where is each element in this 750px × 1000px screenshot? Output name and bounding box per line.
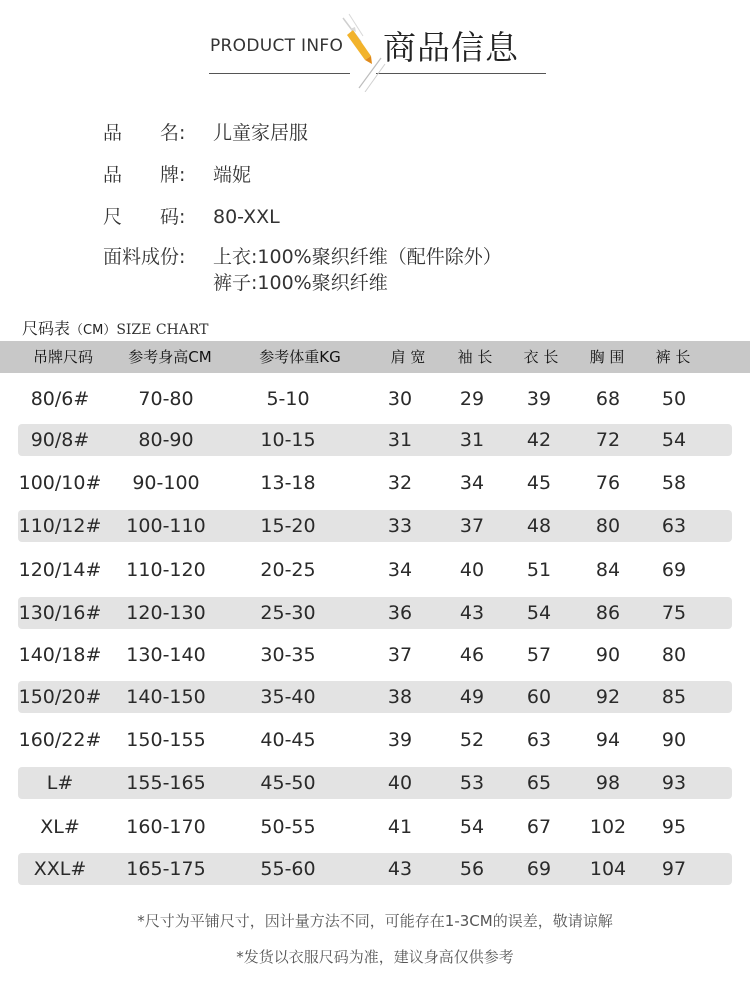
cell-height: 160-170 (126, 816, 206, 838)
cell-pants: 90 (661, 729, 687, 751)
cell-pants: 50 (661, 388, 687, 410)
info-row-brand (103, 160, 251, 187)
cell-tag-size: 150/20# (18, 686, 102, 708)
cell-length: 42 (526, 429, 552, 451)
brand-label: 品 牌: (103, 164, 186, 186)
table-row (18, 853, 732, 885)
cell-length: 39 (526, 388, 552, 410)
header-cell-tag-size: 吊牌尺码 (32, 348, 93, 366)
cell-shoulder: 31 (387, 429, 413, 451)
fabric-pants-value: 裤子:100%聚织纤维 (213, 272, 388, 294)
caption-unit: （CM） (70, 323, 117, 338)
cell-pants: 97 (661, 858, 687, 880)
cell-tag-size: 110/12# (18, 515, 102, 537)
english-title: PRODUCT INFO (210, 36, 344, 56)
cell-sleeve: 54 (459, 816, 485, 838)
cell-length: 54 (526, 602, 552, 624)
cell-weight: 15-20 (260, 515, 316, 537)
cell-sleeve: 40 (459, 559, 485, 581)
cell-sleeve: 43 (459, 602, 485, 624)
cell-weight: 40-45 (260, 729, 316, 751)
cell-length: 45 (526, 472, 552, 494)
cell-shoulder: 41 (387, 816, 413, 838)
cell-shoulder: 37 (387, 644, 413, 666)
cell-tag-size: 90/8# (30, 429, 90, 451)
cell-height: 165-175 (126, 858, 206, 880)
cell-shoulder: 34 (387, 559, 413, 581)
cell-weight: 55-60 (260, 858, 316, 880)
note-measurement: *尺寸为平铺尺寸，因计量方法不同，可能存在1-3CM的误差，敬请谅解 (137, 912, 613, 930)
table-row (18, 724, 732, 756)
cell-height: 70-80 (138, 388, 194, 410)
header-cell-shoulder: 肩 宽 (390, 348, 426, 366)
info-row-fabric (103, 242, 502, 269)
cell-sleeve: 34 (459, 472, 485, 494)
brand-value: 端妮 (213, 164, 252, 186)
cell-weight: 20-25 (260, 559, 316, 581)
cell-shoulder: 32 (387, 472, 413, 494)
size-table-header (0, 341, 750, 373)
cell-tag-size: 120/14# (18, 559, 102, 581)
cell-shoulder: 30 (387, 388, 413, 410)
cell-tag-size: 80/6# (30, 388, 90, 410)
name-value: 儿童家居服 (213, 122, 309, 144)
cell-pants: 95 (661, 816, 687, 838)
cell-tag-size: 160/22# (18, 729, 102, 751)
cell-chest: 98 (595, 772, 621, 794)
cell-height: 140-150 (126, 686, 206, 708)
cell-chest: 80 (595, 515, 621, 537)
cell-sleeve: 53 (459, 772, 485, 794)
cell-length: 48 (526, 515, 552, 537)
table-row (18, 510, 732, 542)
cell-sleeve: 37 (459, 515, 485, 537)
name-label: 品 名: (103, 122, 186, 144)
table-row (18, 424, 732, 456)
info-row-name (103, 118, 308, 145)
cell-sleeve: 56 (459, 858, 485, 880)
cell-height: 130-140 (126, 644, 206, 666)
cell-length: 69 (526, 858, 552, 880)
table-row (18, 554, 732, 586)
cell-weight: 45-50 (260, 772, 316, 794)
cell-sleeve: 31 (459, 429, 485, 451)
cell-length: 57 (526, 644, 552, 666)
cell-tag-size: 100/10# (18, 472, 102, 494)
cell-shoulder: 38 (387, 686, 413, 708)
cell-weight: 35-40 (260, 686, 316, 708)
cell-chest: 94 (595, 729, 621, 751)
cell-tag-size: 140/18# (18, 644, 102, 666)
table-row (18, 681, 732, 713)
cell-length: 51 (526, 559, 552, 581)
cell-sleeve: 29 (459, 388, 485, 410)
cell-pants: 75 (661, 602, 687, 624)
table-row (18, 639, 732, 671)
cell-length: 63 (526, 729, 552, 751)
size-label: 尺 码: (103, 206, 186, 228)
caption-text: 尺码表 (22, 319, 71, 338)
table-row (18, 597, 732, 629)
fabric-top-value: 上衣:100%聚织纤维（配件除外） (213, 246, 502, 268)
table-row (18, 467, 732, 499)
cell-height: 155-165 (126, 772, 206, 794)
info-row-size (103, 202, 280, 229)
cell-chest: 84 (595, 559, 621, 581)
cell-shoulder: 43 (387, 858, 413, 880)
size-value: 80-XXL (213, 206, 280, 228)
fabric-label: 面料成份: (103, 246, 186, 268)
cell-tag-size: 130/16# (18, 602, 102, 624)
header-divider-left (209, 73, 350, 74)
cell-chest: 90 (595, 644, 621, 666)
caption-english: SIZE CHART (116, 322, 209, 338)
cell-height: 110-120 (126, 559, 206, 581)
table-row (18, 811, 732, 843)
cell-tag-size: L# (46, 772, 74, 794)
cell-shoulder: 33 (387, 515, 413, 537)
cell-height: 100-110 (126, 515, 206, 537)
chinese-title: 商品信息 (383, 28, 519, 67)
cell-height: 80-90 (138, 429, 194, 451)
cell-chest: 68 (595, 388, 621, 410)
cell-chest: 76 (595, 472, 621, 494)
cell-height: 150-155 (126, 729, 206, 751)
cell-tag-size: XXL# (33, 858, 87, 880)
cell-pants: 80 (661, 644, 687, 666)
cell-weight: 25-30 (260, 602, 316, 624)
cell-shoulder: 36 (387, 602, 413, 624)
table-row (18, 767, 732, 799)
cell-weight: 13-18 (260, 472, 316, 494)
cell-weight: 10-15 (260, 429, 316, 451)
header-divider-right (376, 73, 546, 74)
cell-sleeve: 46 (459, 644, 485, 666)
cell-sleeve: 49 (459, 686, 485, 708)
cell-length: 60 (526, 686, 552, 708)
cell-shoulder: 40 (387, 772, 413, 794)
cell-weight: 5-10 (266, 388, 310, 410)
header-cell-chest: 胸 围 (589, 348, 625, 366)
cell-chest: 104 (589, 858, 627, 880)
cell-sleeve: 52 (459, 729, 485, 751)
size-chart-caption (22, 316, 209, 339)
note-shipping: *发货以衣服尺码为准，建议身高仅供参考 (236, 948, 514, 966)
cell-pants: 54 (661, 429, 687, 451)
cell-weight: 30-35 (260, 644, 316, 666)
cell-pants: 58 (661, 472, 687, 494)
header-cell-sleeve: 袖 长 (457, 348, 493, 366)
header-cell-height: 参考身高CM (128, 348, 212, 366)
cell-chest: 102 (589, 816, 627, 838)
cell-chest: 72 (595, 429, 621, 451)
cell-pants: 69 (661, 559, 687, 581)
cell-length: 65 (526, 772, 552, 794)
table-row (18, 383, 732, 415)
cell-pants: 85 (661, 686, 687, 708)
cell-height: 90-100 (132, 472, 200, 494)
header-cell-length: 衣 长 (523, 348, 559, 366)
cell-pants: 93 (661, 772, 687, 794)
page-header (0, 0, 750, 100)
cell-height: 120-130 (126, 602, 206, 624)
header-cell-weight: 参考体重KG (259, 348, 341, 366)
header-cell-pants: 裤 长 (655, 348, 691, 366)
cell-length: 67 (526, 816, 552, 838)
cell-tag-size: XL# (40, 816, 80, 838)
cell-weight: 50-55 (260, 816, 316, 838)
cell-shoulder: 39 (387, 729, 413, 751)
cell-chest: 92 (595, 686, 621, 708)
cell-pants: 63 (661, 515, 687, 537)
cell-chest: 86 (595, 602, 621, 624)
